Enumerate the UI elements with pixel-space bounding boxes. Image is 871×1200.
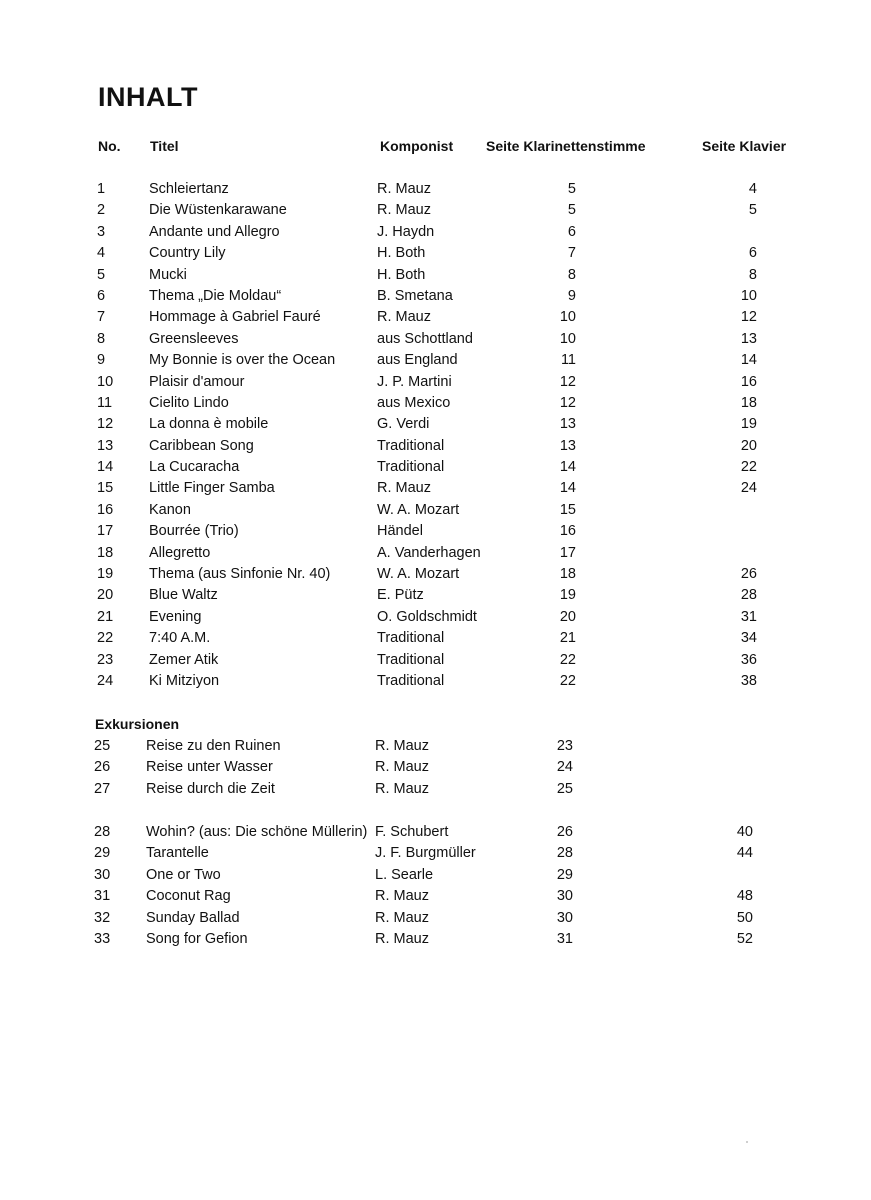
entry-page-clarinet: 14 xyxy=(559,459,576,476)
header-titel: Titel xyxy=(150,138,179,154)
list-item xyxy=(0,457,871,478)
list-item xyxy=(0,307,871,328)
entry-number: 23 xyxy=(97,651,114,668)
list-item xyxy=(0,628,871,649)
entry-composer: Traditional xyxy=(377,672,445,689)
entry-page-clarinet: 12 xyxy=(559,394,576,411)
entry-composer: F. Schubert xyxy=(375,824,449,840)
entry-number: 33 xyxy=(94,930,111,947)
entry-composer: R. Mauz xyxy=(377,480,431,497)
list-item xyxy=(0,200,871,221)
list-item xyxy=(0,372,871,393)
list-item xyxy=(0,886,871,907)
entry-title: Caribbean Song xyxy=(149,437,254,454)
entry-page-piano: 16 xyxy=(740,373,757,390)
entry-page-clarinet: 31 xyxy=(556,930,573,947)
entry-page-piano: 8 xyxy=(748,266,757,283)
entry-page-clarinet: 30 xyxy=(556,909,573,926)
entry-title: 7:40 A.M. xyxy=(149,630,211,647)
entry-page-clarinet: 13 xyxy=(559,437,576,454)
entry-number: 19 xyxy=(97,566,114,583)
entry-title: My Bonnie is over the Ocean xyxy=(149,352,336,369)
entry-page-clarinet: 16 xyxy=(559,523,576,540)
table-header xyxy=(0,138,871,160)
entry-title: Andante und Allegro xyxy=(149,223,280,240)
entry-page-clarinet: 8 xyxy=(567,266,576,283)
entry-title: Little Finger Samba xyxy=(149,480,275,497)
list-item xyxy=(0,414,871,435)
entry-page-piano: 20 xyxy=(740,437,757,454)
entry-page-clarinet: 20 xyxy=(559,608,576,625)
entry-composer: aus England xyxy=(377,352,458,369)
entry-composer: Traditional xyxy=(377,651,445,668)
entry-page-piano: 26 xyxy=(740,566,757,583)
entry-page-clarinet: 22 xyxy=(559,672,576,689)
list-item xyxy=(0,478,871,499)
entry-number: 30 xyxy=(94,866,111,883)
entry-number: 25 xyxy=(94,738,111,754)
entry-page-clarinet: 17 xyxy=(559,544,576,561)
list-item xyxy=(0,543,871,564)
entry-title: One or Two xyxy=(146,866,221,883)
entry-composer: W. A. Mozart xyxy=(377,566,460,583)
entry-page-piano: 6 xyxy=(748,245,757,262)
entry-page-piano: 12 xyxy=(740,309,757,326)
entry-composer: B. Smetana xyxy=(377,287,453,304)
list-item xyxy=(0,650,871,671)
header-seite-klarinette: Seite Klarinettenstimme xyxy=(486,138,646,154)
entry-page-piano: 14 xyxy=(740,352,757,369)
entry-title: Schleiertanz xyxy=(149,181,229,197)
entry-number: 20 xyxy=(97,587,114,604)
entry-composer: J. F. Burgmüller xyxy=(375,845,476,862)
entry-page-piano: 44 xyxy=(736,845,753,862)
entry-page-clarinet: 28 xyxy=(556,845,573,862)
contents-list-exkursionen xyxy=(0,736,871,800)
entry-number: 28 xyxy=(94,824,111,840)
list-item xyxy=(0,865,871,886)
entry-page-piano: 50 xyxy=(736,909,753,926)
header-komponist: Komponist xyxy=(380,138,454,154)
entry-page-piano: 34 xyxy=(740,630,757,647)
entry-composer: Traditional xyxy=(377,459,445,476)
entry-number: 7 xyxy=(97,309,106,326)
entry-number: 21 xyxy=(97,608,114,625)
list-item xyxy=(0,222,871,243)
entry-composer: aus Mexico xyxy=(377,394,451,411)
list-item xyxy=(0,521,871,542)
entry-page-clarinet: 21 xyxy=(559,630,576,647)
list-item xyxy=(0,908,871,929)
header-no: No. xyxy=(98,138,121,154)
entry-composer: R. Mauz xyxy=(377,309,431,326)
list-item xyxy=(0,564,871,585)
entry-page-clarinet: 11 xyxy=(560,352,576,369)
entry-number: 13 xyxy=(97,437,114,454)
entry-title: Sunday Ballad xyxy=(146,909,240,926)
entry-page-piano: 19 xyxy=(740,416,757,433)
entry-page-piano: 5 xyxy=(748,202,757,219)
list-item xyxy=(0,929,871,950)
list-item xyxy=(0,779,871,800)
entry-page-piano: 13 xyxy=(740,330,757,347)
entry-number: 2 xyxy=(97,202,106,219)
entry-title: Mucki xyxy=(149,266,187,283)
entry-composer: H. Both xyxy=(377,266,426,283)
entry-number: 16 xyxy=(97,501,114,518)
entry-page-clarinet: 9 xyxy=(567,287,576,304)
entry-composer: aus Schottland xyxy=(377,330,473,347)
entry-page-piano: 28 xyxy=(740,587,757,604)
list-item xyxy=(0,243,871,264)
entry-page-piano: 48 xyxy=(736,888,753,905)
entry-composer: R. Mauz xyxy=(377,202,431,219)
entry-title: Blue Waltz xyxy=(149,587,218,604)
entry-number: 6 xyxy=(97,287,106,304)
entry-number: 11 xyxy=(97,394,113,411)
entry-page-clarinet: 23 xyxy=(556,738,573,754)
list-item xyxy=(0,607,871,628)
entry-composer: R. Mauz xyxy=(375,888,429,905)
entry-title: Wohin? (aus: Die schöne Müllerin) xyxy=(146,824,368,840)
entry-title: Evening xyxy=(149,608,202,625)
entry-page-clarinet: 30 xyxy=(556,888,573,905)
entry-number: 26 xyxy=(94,759,111,776)
contents-list-rest xyxy=(0,822,871,950)
entry-page-clarinet: 24 xyxy=(556,759,573,776)
entry-title: Zemer Atik xyxy=(149,651,219,668)
entry-composer: J. P. Martini xyxy=(377,373,452,390)
entry-page-clarinet: 7 xyxy=(567,245,576,262)
entry-page-clarinet: 13 xyxy=(559,416,576,433)
entry-page-piano: 10 xyxy=(740,287,757,304)
entry-page-clarinet: 10 xyxy=(559,330,576,347)
list-item xyxy=(0,436,871,457)
list-item xyxy=(0,585,871,606)
list-item xyxy=(0,393,871,414)
header-seite-klavier: Seite Klavier xyxy=(702,138,787,154)
entry-page-piano: 22 xyxy=(740,459,757,476)
entry-composer: R. Mauz xyxy=(375,759,429,776)
entry-number: 5 xyxy=(97,266,106,283)
list-item xyxy=(0,350,871,371)
entry-title: La Cucaracha xyxy=(149,459,240,476)
entry-title: Hommage à Gabriel Fauré xyxy=(149,309,321,326)
entry-composer: E. Pütz xyxy=(377,587,424,604)
entry-title: La donna è mobile xyxy=(149,416,269,433)
entry-page-clarinet: 26 xyxy=(556,824,573,840)
entry-number: 3 xyxy=(97,223,106,240)
list-item xyxy=(0,179,871,200)
entry-title: Kanon xyxy=(149,501,191,518)
entry-title: Cielito Lindo xyxy=(149,394,229,411)
entry-title: Thema „Die Moldau“ xyxy=(149,287,282,304)
entry-page-clarinet: 25 xyxy=(556,780,573,797)
list-item xyxy=(0,822,871,843)
entry-number: 31 xyxy=(94,888,111,905)
list-item xyxy=(0,671,871,692)
entry-title: Coconut Rag xyxy=(146,888,231,905)
list-item xyxy=(0,736,871,757)
entry-title: Reise unter Wasser xyxy=(146,759,273,776)
entry-title: Plaisir d'amour xyxy=(149,373,245,390)
entry-number: 22 xyxy=(97,630,114,647)
entry-page-clarinet: 6 xyxy=(567,223,576,240)
entry-title: Song for Gefion xyxy=(146,930,248,947)
entry-page-clarinet: 5 xyxy=(567,181,576,197)
entry-page-clarinet: 10 xyxy=(559,309,576,326)
entry-page-piano: 36 xyxy=(740,651,757,668)
entry-composer: Traditional xyxy=(377,437,445,454)
entry-number: 1 xyxy=(97,181,106,197)
list-item xyxy=(0,500,871,521)
entry-number: 24 xyxy=(97,672,114,689)
entry-composer: R. Mauz xyxy=(375,930,429,947)
entry-number: 4 xyxy=(97,245,106,262)
entry-number: 27 xyxy=(94,780,111,797)
entry-number: 9 xyxy=(97,352,106,369)
entry-number: 12 xyxy=(97,416,114,433)
entry-composer: R. Mauz xyxy=(375,909,429,926)
entry-composer: W. A. Mozart xyxy=(377,501,460,518)
entry-title: Tarantelle xyxy=(146,845,209,862)
entry-title: Bourrée (Trio) xyxy=(149,523,239,540)
entry-composer: R. Mauz xyxy=(377,181,431,197)
list-item xyxy=(0,286,871,307)
entry-number: 17 xyxy=(97,523,114,540)
entry-page-clarinet: 19 xyxy=(559,587,576,604)
entry-page-clarinet: 29 xyxy=(556,866,573,883)
entry-title: Ki Mitziyon xyxy=(149,672,220,689)
entry-composer: L. Searle xyxy=(375,866,434,883)
entry-page-clarinet: 5 xyxy=(567,202,576,219)
list-item xyxy=(0,265,871,286)
page-title: INHALT xyxy=(98,82,198,112)
entry-page-clarinet: 22 xyxy=(559,651,576,668)
entry-title: Country Lily xyxy=(149,245,226,262)
entry-number: 29 xyxy=(94,845,111,862)
entry-number: 10 xyxy=(97,373,114,390)
entry-page-piano: 40 xyxy=(736,824,753,840)
entry-page-clarinet: 14 xyxy=(559,480,576,497)
entry-composer: R. Mauz xyxy=(375,738,429,754)
entry-title: Die Wüstenkarawane xyxy=(149,202,287,219)
entry-composer: J. Haydn xyxy=(377,223,435,240)
entry-number: 32 xyxy=(94,909,111,926)
entry-number: 14 xyxy=(97,459,114,476)
entry-page-clarinet: 12 xyxy=(559,373,576,390)
entry-composer: O. Goldschmidt xyxy=(377,608,477,625)
entry-composer: Händel xyxy=(377,523,423,540)
entry-composer: Traditional xyxy=(377,630,445,647)
list-item xyxy=(0,757,871,778)
entry-composer: A. Vanderhagen xyxy=(377,544,481,561)
entry-title: Greensleeves xyxy=(149,330,239,347)
list-item xyxy=(0,843,871,864)
entry-title: Reise durch die Zeit xyxy=(146,780,275,797)
entry-page-piano: 24 xyxy=(740,480,757,497)
entry-title: Thema (aus Sinfonie Nr. 40) xyxy=(149,566,331,583)
entry-composer: R. Mauz xyxy=(375,780,429,797)
entry-page-clarinet: 18 xyxy=(559,566,576,583)
entry-title: Allegretto xyxy=(149,544,211,561)
entry-title: Reise zu den Ruinen xyxy=(146,738,281,754)
section-heading-exkursionen: Exkursionen xyxy=(95,716,180,732)
entry-number: 8 xyxy=(97,330,106,347)
entry-page-piano: 31 xyxy=(740,608,757,625)
entry-number: 18 xyxy=(97,544,114,561)
entry-page-piano: 38 xyxy=(740,672,757,689)
entry-page-clarinet: 15 xyxy=(559,501,576,518)
page-speck xyxy=(746,1141,748,1143)
entry-page-piano: 52 xyxy=(736,930,753,947)
entry-composer: H. Both xyxy=(377,245,426,262)
entry-number: 15 xyxy=(97,480,114,497)
list-item xyxy=(0,329,871,350)
entry-page-piano: 4 xyxy=(748,181,757,197)
contents-list-main xyxy=(0,179,871,692)
entry-page-piano: 18 xyxy=(740,394,757,411)
entry-composer: G. Verdi xyxy=(377,416,430,433)
